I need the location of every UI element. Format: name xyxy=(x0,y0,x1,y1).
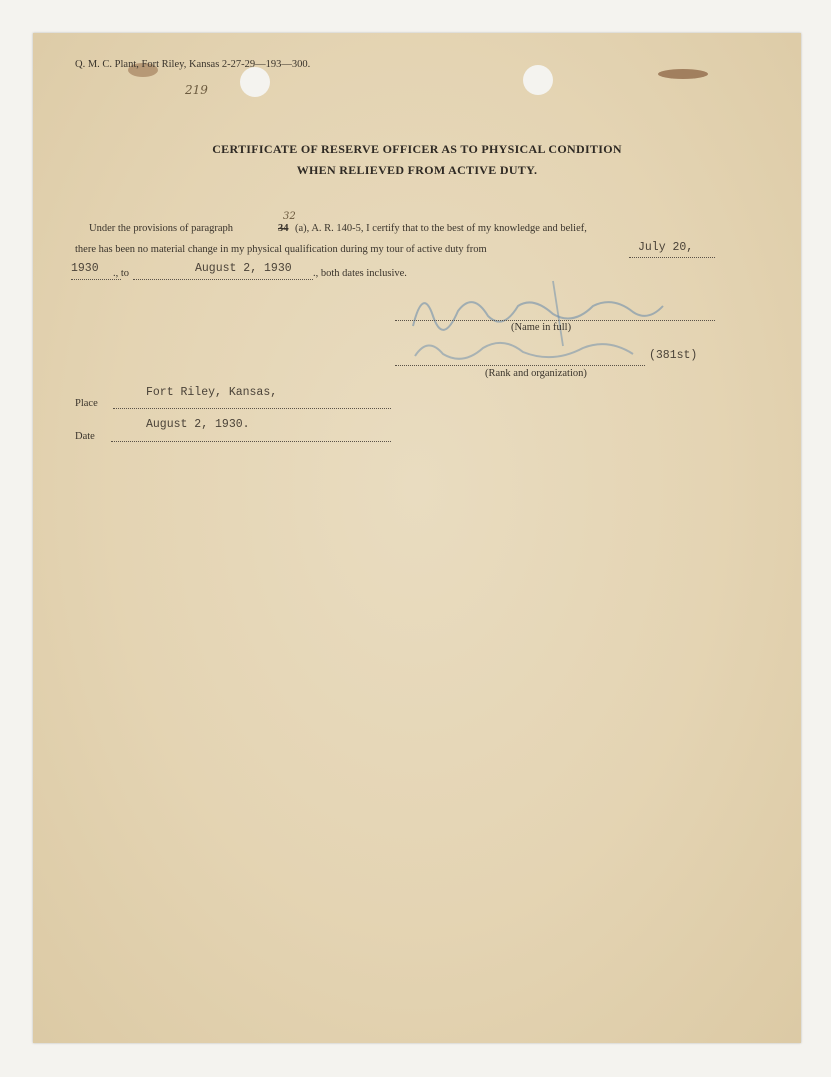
place-line xyxy=(113,408,391,409)
printer-line: Q. M. C. Plant, Fort Riley, Kansas 2-27-29—193—300. xyxy=(75,59,311,70)
from-date: July 20, xyxy=(638,241,694,254)
body-part-2: (a), A. R. 140-5, I certify that to the best of my knowledge and belief, xyxy=(295,223,587,234)
date-line xyxy=(111,441,391,442)
rank-line xyxy=(395,365,645,366)
body-line-2: there has been no material change in my physical qualification during my tour of active duty from xyxy=(75,244,487,255)
dotted-line xyxy=(133,279,313,280)
document-page xyxy=(33,33,801,1043)
corrected-number: 32 xyxy=(283,211,296,222)
dotted-line xyxy=(71,279,121,280)
handwritten-number: 219 xyxy=(185,83,208,97)
date-value: August 2, 1930. xyxy=(146,418,250,431)
rank-label: (Rank and organization) xyxy=(485,368,587,379)
struck-number: 34 xyxy=(278,223,289,234)
punch-hole xyxy=(240,67,270,97)
rust-stain xyxy=(658,69,708,79)
body-part-1: Under the provisions of paragraph xyxy=(89,223,234,234)
closing-text: ., both dates inclusive. xyxy=(313,268,407,279)
date-label: Date xyxy=(75,431,95,442)
place-label: Place xyxy=(75,398,98,409)
title-line-1: CERTIFICATE OF RESERVE OFFICER AS TO PHYSICAL CONDITION xyxy=(212,142,622,156)
name-line xyxy=(395,320,715,321)
dotted-line xyxy=(629,257,715,258)
from-year: 1930 xyxy=(71,262,99,275)
to-word: ., to xyxy=(113,268,130,279)
punch-hole xyxy=(523,65,553,95)
to-date: August 2, 1930 xyxy=(195,262,292,275)
name-label: (Name in full) xyxy=(511,322,572,333)
place-value: Fort Riley, Kansas, xyxy=(146,386,278,399)
title-line-2: WHEN RELIEVED FROM ACTIVE DUTY. xyxy=(296,163,538,177)
rank-suffix: (381st) xyxy=(649,349,698,362)
